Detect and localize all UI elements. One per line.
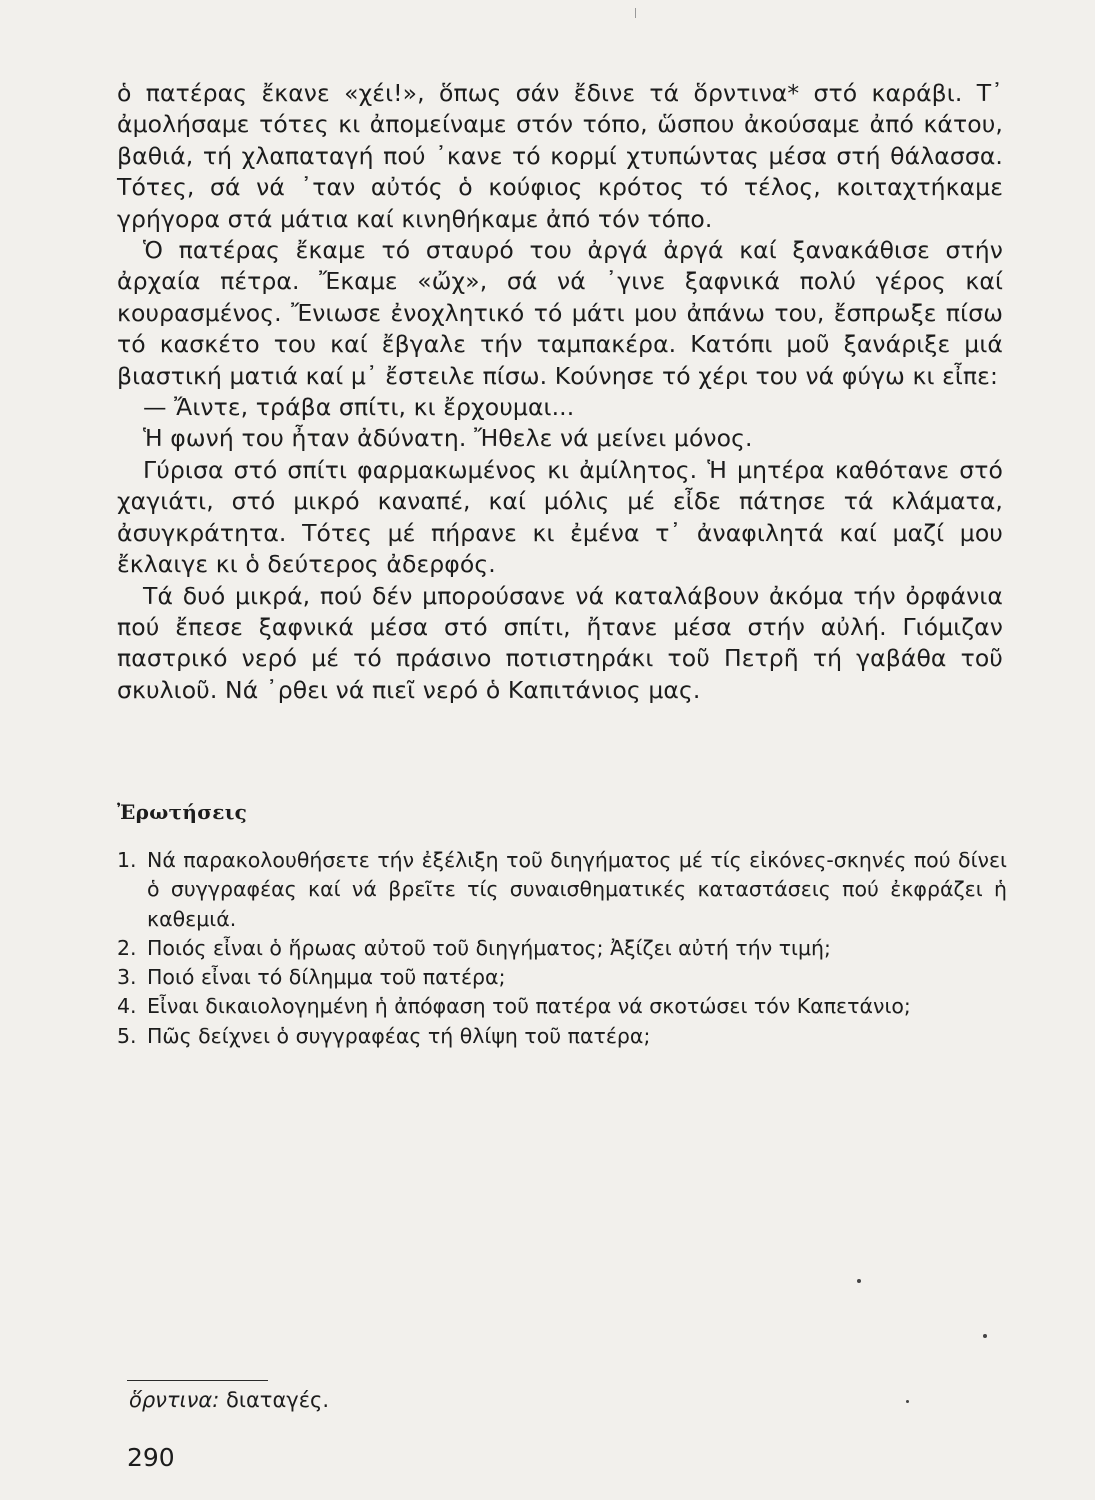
paragraph: ὁ πατέρας ἔκανε «χέι!», ὅπως σάν ἔδινε τά ὅρντινα* στό καράβι. Τ᾿ ἀμολήσαμε τότες κι ἀπομείναμε στόν τόπο, ὥσπου ἀκούσαμε ἀπό κάτου, βαθιά, τή χλαπαταγή πού ᾿κανε τό κορμί χτυπώντας μέσα στή θάλασσα. Τότες, σά νά ᾿ταν αὐτός ὁ κούφιος κρότος τό τέλος, κοιταχτήκαμε γρήγορα στά μάτια καί κινηθήκαμε ἀπό τόν τόπο. — [117, 79, 1003, 233]
question-number: 2. — [117, 935, 137, 960]
question-item — [117, 963, 1007, 992]
footnote-term: ὅρντινα: — [129, 1388, 220, 1412]
question-text: Πῶς δείχνει ὁ συγγραφέας τή θλίψη τοῦ πατέρα; — [147, 1023, 651, 1048]
paragraph: Τά δυό μικρά, πού δέν μπορούσανε νά καταλάβουν ἀκόμα τήν ὀρφάνια πού ἔπεσε ξαφνικά μέσα στό σπίτι, ἤτανε μέσα στήν αὐλή. Γιόμιζαν παστρικό νερό μέ τό πράσινο ποτιστηράκι τοῦ Πετρῆ τή γαβάθα τοῦ σκυλιοῦ. Νά ᾿ρθει νά πιεῖ νερό ὁ Καπιτάνιος μας. — [117, 581, 1003, 704]
paragraph: Ἡ φωνή του ἦταν ἀδύνατη. Ἤθελε νά μείνει μόνος. — [143, 424, 753, 453]
footnote — [129, 1386, 329, 1414]
question-number: 3. — [117, 965, 137, 990]
question-text: Εἶναι δικαιολογημένη ἡ ἀπόφαση τοῦ πατέρα νά σκοτώσει τόν Καπετάνιο; — [147, 994, 911, 1019]
paragraph: Γύρισα στό σπίτι φαρμακωμένος κι ἀμίλητος. Ἡ μητέρα καθότανε στό χαγιάτι, στό μικρό καναπέ, καί μόλις μέ εἶδε πάτησε τά κλάματα, ἀσυγκράτητα. Τότες μέ πήρανε κι ἐμένα τ᾿ ἀναφιλητά καί μαζί μου ἔκλαιγε κι ὁ δεύτερος ἀδερφός. — [117, 455, 1003, 579]
scan-mark — [635, 8, 636, 18]
story-passage — [117, 78, 1003, 706]
page-number: 290 — [127, 1443, 175, 1472]
question-item — [117, 992, 1007, 1021]
print-speck — [857, 1279, 861, 1283]
questions-list — [117, 846, 1007, 1051]
question-number: 5. — [117, 1023, 137, 1048]
question-text: Ποιό εἶναι τό δίλημμα τοῦ πατέρα; — [147, 965, 506, 990]
footnote-divider — [127, 1380, 268, 1381]
question-item — [117, 846, 1007, 934]
dialogue-line: — Ἄιντε, τράβα σπίτι, κι ἔρχουμαι... — [143, 393, 575, 422]
footnote-definition: διαταγές. — [226, 1388, 330, 1412]
question-text: Ποιός εἶναι ὁ ἥρωας αὐτοῦ τοῦ διηγήματος; Ἀξίζει αὐτή τήν τιμή; — [147, 935, 831, 960]
print-speck — [906, 1400, 909, 1403]
questions-heading: Ἐρωτήσεις — [117, 800, 248, 824]
question-number: 4. — [117, 994, 137, 1019]
question-item — [117, 1022, 1007, 1051]
question-text: Νά παρακολουθήσετε τήν ἐξέλιξη τοῦ διηγήματος μέ τίς εἰκόνες-σκηνές πού δίνει ὁ συγγραφέας καί νά βρεῖτε τίς συναισθηματικές καταστάσεις πού ἐκφράζει ἡ καθεμιά. — [147, 848, 1007, 931]
question-number: 1. — [117, 848, 137, 872]
paragraph: Ὁ πατέρας ἔκαμε τό σταυρό του ἀργά ἀργά καί ξανακάθισε στήν ἀρχαία πέτρα. Ἔκαμε «ὤχ», σά νά ᾿γινε ξαφνικά πολύ γέρος καί κουρασμένος. Ἔνιωσε ἐνοχλητικό τό μάτι μου ἀπάνω του, ἔσπρωξε πίσω τό κασκέτο του καί ἔβγαλε τήν ταμπακέρα. Κατόπι μοῦ ξανάριξε μιά βιαστική ματιά καί μ᾿ ἔστειλε πίσω. Κούνησε τό χέρι του νά φύγω κι εἶπε: — [117, 236, 1003, 390]
question-item — [117, 934, 1007, 963]
print-speck — [983, 1334, 987, 1338]
